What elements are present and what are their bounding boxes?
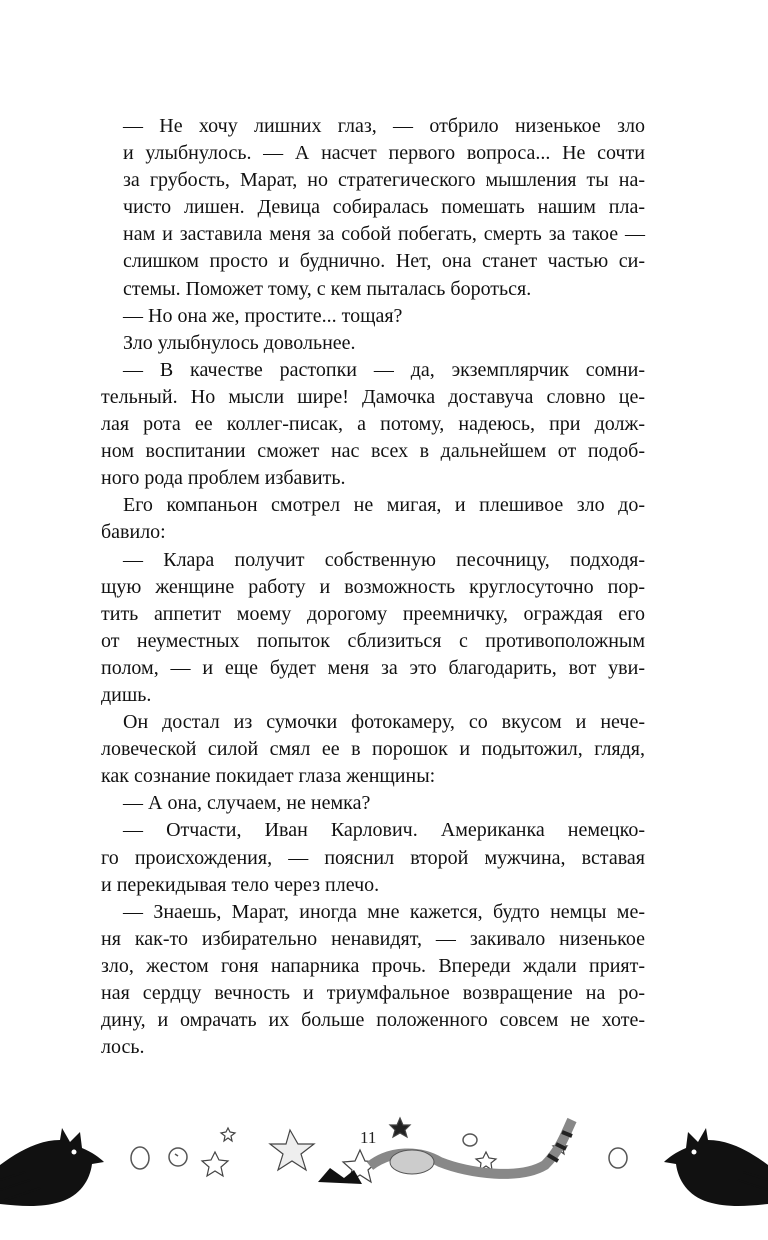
- text-line: нам и заставила меня за собой побегать, смерть за такое —: [123, 223, 645, 246]
- text-line: дишь.: [101, 683, 152, 706]
- text-line: слишком просто и буднично. Нет, она станет частью си-: [123, 250, 645, 273]
- small-creature-icon: [131, 1147, 187, 1169]
- text-line: ня как-то избирательно ненавидят, — закивало низенькое: [101, 927, 645, 950]
- text-line: чисто лишен. Девица собиралась помешать нашим пла-: [123, 196, 645, 219]
- decorative-footer-illustration: [0, 1110, 768, 1220]
- text-line: ного рода проблем избавить.: [101, 467, 346, 490]
- text-line: го происхождения, — пояснил второй мужчина, вставая: [101, 846, 645, 869]
- text-line: как сознание покидает глаза женщины:: [101, 765, 436, 788]
- text-line: от неуместных попыток сблизиться с противоположным: [101, 629, 645, 652]
- text-line: Его компаньон смотрел не мигая, и плешивое зло до-: [123, 494, 645, 517]
- text-line: — Знаешь, Марат, иногда мне кажется, будто немцы ме-: [123, 900, 645, 923]
- text-line: ном воспитании сможет нас всех в дальнейшем от подоб-: [101, 440, 645, 463]
- text-line: лось.: [101, 1036, 145, 1059]
- left-wolf-icon: [0, 1128, 104, 1206]
- text-line: тельный. Но мысли шире! Дамочка доставуча словно це-: [101, 385, 645, 408]
- page-body: [101, 113, 645, 1061]
- text-line: ловеческой силой смял ее в порошок и подытожил, глядя,: [101, 738, 645, 761]
- text-line: бавило:: [101, 521, 166, 544]
- text-line: — А она, случаем, не немка?: [123, 792, 371, 815]
- text-line: дину, и омрачать их больше положенного совсем не хоте-: [101, 1009, 645, 1032]
- text-line: стемы. Поможет тому, с кем пыталась бороться.: [123, 277, 532, 300]
- right-wolf-icon: [664, 1128, 768, 1206]
- text-line: щую женщине работу и возможность круглосуточно пор-: [101, 575, 645, 598]
- text-line: зло, жестом гоня напарника прочь. Впереди ждали прият-: [101, 954, 645, 977]
- text-line: Он достал из сумочки фотокамеру, со вкусом и нече-: [123, 711, 645, 734]
- cat-icon: [318, 1120, 572, 1184]
- page-number: 11: [360, 1128, 377, 1147]
- text-line: и улыбнулось. — А насчет первого вопроса... Не сочти: [123, 142, 645, 165]
- text-line: ная сердцу вечность и триумфальное возвращение на ро-: [101, 982, 645, 1004]
- text-line: — Клара получит собственную песочницу, подходя-: [123, 548, 645, 571]
- text-line: и перекидывая тело через плечо.: [101, 873, 380, 896]
- text-line: — В качестве растопки — да, экземплярчик сомни-: [123, 358, 645, 381]
- text-line: — Не хочу лишних глаз, — отбрило низенькое зло: [123, 115, 645, 137]
- text-line: лая рота ее коллег-писак, а потому, надеюсь, при долж-: [101, 413, 645, 436]
- text-line: за грубость, Марат, но стратегического мышления ты на-: [123, 169, 645, 192]
- text-line: тить аппетит моему дорогому преемничку, ограждая его: [101, 602, 645, 625]
- text-line: Зло улыбнулось довольнее.: [123, 331, 356, 354]
- text-line: — Отчасти, Иван Карлович. Американка немецко-: [123, 819, 645, 842]
- text-line: — Но она же, простите... тощая?: [123, 304, 403, 327]
- text-line: полом, — и еще будет меня за это благодарить, вот уви-: [101, 656, 645, 679]
